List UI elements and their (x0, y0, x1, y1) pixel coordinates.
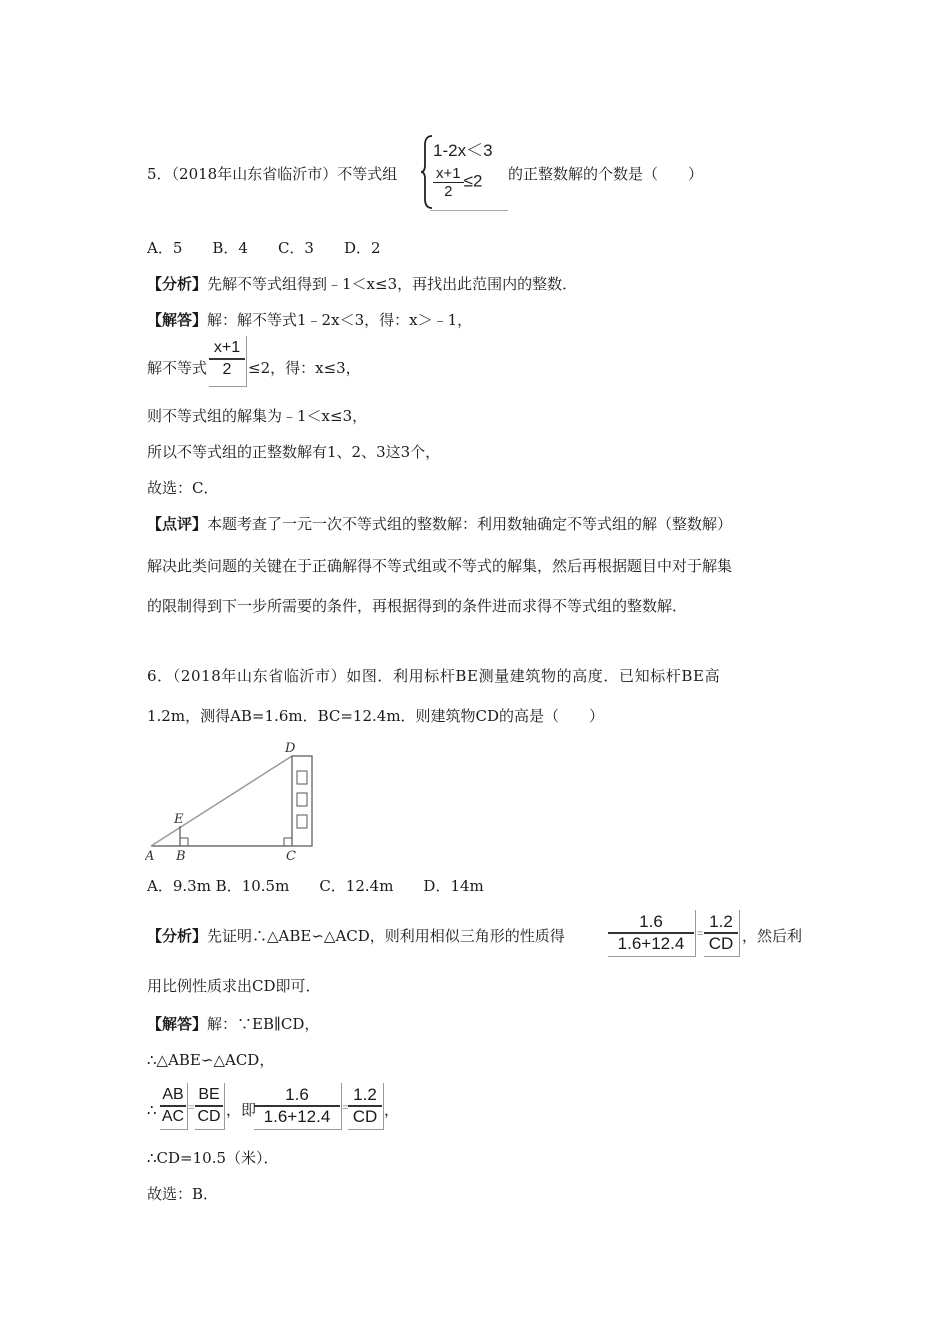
label-d: D (285, 741, 296, 756)
q6-analysis-eq: = (697, 928, 704, 940)
right-angle-c (284, 838, 292, 846)
q6-analysis (147, 926, 565, 946)
q6-analysis-f1-num: 1.6 (639, 912, 663, 931)
q5-comment-1 (147, 514, 732, 534)
q6-analysis-f2-den: CD (704, 932, 738, 954)
q5-prefix: （2018年山东省临沂市）不等式组 (171, 165, 398, 183)
label-a: A (145, 849, 155, 863)
q5-number: 5． (147, 165, 172, 183)
q6-answer-4: ∴CD=10.5（米）． (147, 1149, 279, 1167)
q5-answer-1 (147, 310, 472, 330)
q5-answer-2 (147, 358, 207, 378)
label-e: E (174, 812, 184, 827)
q5-ineq-2-num: x+1 (436, 165, 461, 182)
q5-options: A．5 B．4 C．3 D．2 (147, 239, 381, 257)
q6-figure (145, 738, 325, 863)
figure-sight-line (151, 756, 292, 846)
q6-analysis-label: 【分析】 (147, 927, 208, 945)
window-1 (297, 771, 307, 784)
q5-ineq-2 (433, 165, 482, 200)
q6-stem-1: 6．（2018年山东省临沂市）如图．利用标杆BE测量建筑物的高度．已知标杆BE高 (147, 667, 721, 685)
q5-analysis (147, 274, 577, 294)
q6-answer-eq-1: = (188, 1102, 195, 1114)
q5-stem-suffix: 的正整数解的个数是（ ） (508, 165, 704, 183)
label-b: B (176, 849, 186, 863)
q5-answer-3: 则不等式组的解集为﹣1＜x≤3， (147, 407, 368, 425)
q5-answer-1-text: 解：解不等式1﹣2x＜3，得：x＞﹣1， (207, 311, 473, 329)
q6-answer-f1-den: AC (160, 1105, 186, 1127)
q6-answer-3-end: ， (384, 1101, 400, 1119)
q5-answer-2-den: 2 (209, 358, 245, 380)
q6-answer-eq-2: = (342, 1102, 349, 1114)
label-c: C (286, 849, 296, 863)
q6-answer-f2-num: BE (198, 1086, 220, 1103)
q6-answer-f3-num: 1.6 (285, 1085, 309, 1104)
window-2 (297, 793, 307, 806)
q5-answer-4: 所以不等式组的正整数解有1、2、3这3个， (147, 443, 441, 461)
q5-comment-3: 的限制得到下一步所需要的条件，再根据得到的条件进而求得不等式组的整数解． (147, 597, 688, 615)
q5-ineq-2-rel: ≤2 (463, 171, 483, 191)
q5-comment-1-text: 本题考查了一元一次不等式组的整数解：利用数轴确定不等式组的解（整数解） (207, 515, 733, 533)
q5-answer-2-num: x+1 (213, 339, 241, 356)
q6-answer-f4-num: 1.2 (353, 1085, 377, 1104)
q5-answer-5: 故选：C． (147, 479, 219, 497)
brace-icon (420, 133, 434, 211)
q5-stem (147, 164, 397, 184)
q6-analysis-f1-den: 1.6+12.4 (608, 932, 694, 954)
window-3 (297, 815, 307, 828)
q6-analysis-prefix: 先证明∴△ABE∽△ACD，则利用相似三角形的性质得 (207, 927, 565, 945)
q5-answer-2-suffix: ≤2，得：x≤3， (248, 359, 361, 377)
q6-answer-3-mid: ，即 (226, 1101, 257, 1119)
q6-answer-1-text: 解：∵EB∥CD， (207, 1015, 320, 1033)
q6-answer-3-therefore: ∴ (147, 1101, 157, 1119)
right-angle-b (180, 838, 188, 846)
q6-stem-2: 1.2m，测得AB=1.6m．BC=12.4m．则建筑物CD的高是（ ） (147, 707, 605, 725)
q6-answer-f1-num: AB (162, 1086, 184, 1103)
q5-analysis-label: 【分析】 (147, 275, 208, 293)
q6-analysis-suffix: ，然后利 (742, 927, 803, 945)
q6-analysis-line-2: 用比例性质求出CD即可． (147, 977, 321, 995)
q5-answer-label: 【解答】 (147, 311, 208, 329)
q5-comment-label: 【点评】 (147, 515, 208, 533)
q6-answer-f2-den: CD (195, 1105, 223, 1127)
q5-analysis-text: 先解不等式组得到﹣1＜x≤3，再找出此范围内的整数． (207, 275, 578, 293)
q6-options: A．9.3m B．10.5m C．12.4m D．14m (147, 877, 484, 895)
q5-inequality-system (420, 133, 508, 211)
q6-answer-f4-den: CD (348, 1105, 382, 1127)
q6-answer-1 (147, 1014, 319, 1034)
q5-ineq-2-den: 2 (433, 182, 464, 200)
q6-answer-label: 【解答】 (147, 1015, 208, 1033)
q6-answer-5: 故选：B． (147, 1185, 219, 1203)
q6-answer-2: ∴△ABE∽△ACD， (147, 1051, 275, 1069)
q5-ineq-1: 1-2x＜3 (433, 141, 493, 160)
q5-answer-2-prefix: 解不等式 (147, 359, 208, 377)
q5-comment-2: 解决此类问题的关键在于正确解得不等式组或不等式的解集，然后再根据题目中对于解集 (147, 557, 733, 575)
q6-answer-f3-den: 1.6+12.4 (254, 1105, 340, 1127)
q6-analysis-f2-num: 1.2 (709, 912, 733, 931)
figure-building (292, 756, 312, 846)
